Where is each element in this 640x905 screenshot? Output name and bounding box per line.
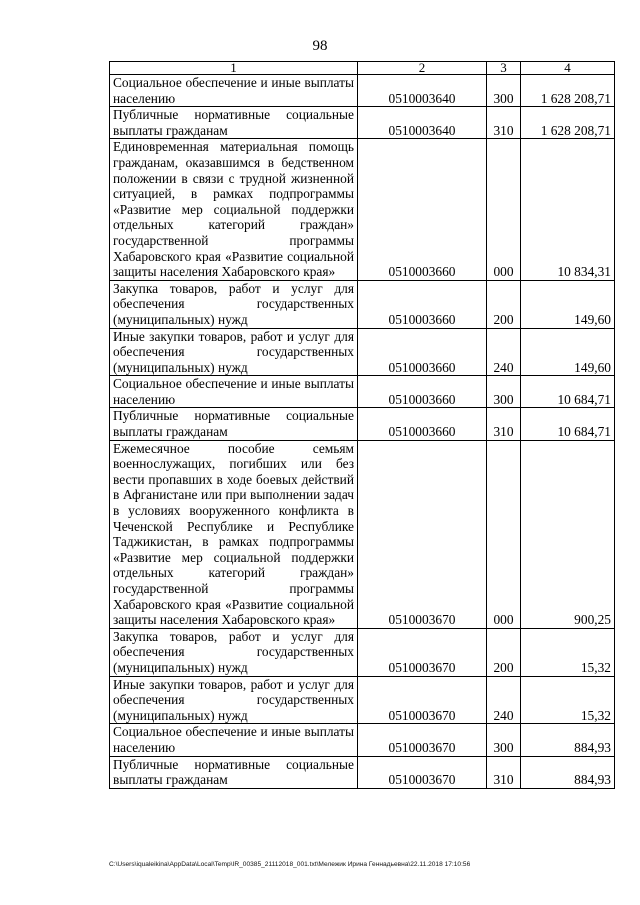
row-code: 0510003660 (358, 328, 487, 376)
row-amount: 884,93 (521, 756, 615, 788)
row-code: 0510003670 (358, 724, 487, 756)
row-name: Публичные нормативные социальные выплаты гражданам (110, 756, 358, 788)
row-name: Закупка товаров, работ и услуг для обеспечения государственных (муниципальных) нужд (110, 628, 358, 676)
row-type: 300 (487, 724, 521, 756)
row-amount: 1 628 208,71 (521, 75, 615, 107)
table-header-row (110, 62, 615, 75)
table-row (110, 756, 615, 788)
row-amount: 15,32 (521, 628, 615, 676)
row-amount: 900,25 (521, 440, 615, 628)
row-code: 0510003640 (358, 75, 487, 107)
table-row (110, 628, 615, 676)
row-code: 0510003670 (358, 440, 487, 628)
row-code: 0510003670 (358, 756, 487, 788)
row-code: 0510003660 (358, 280, 487, 328)
row-code: 0510003670 (358, 676, 487, 724)
column-header-1: 1 (110, 62, 358, 75)
row-amount: 149,60 (521, 280, 615, 328)
row-amount: 884,93 (521, 724, 615, 756)
page-number: 98 (312, 38, 328, 54)
row-type: 310 (487, 408, 521, 440)
row-type: 310 (487, 756, 521, 788)
row-type: 240 (487, 328, 521, 376)
row-name: Социальное обеспечение и иные выплаты населению (110, 75, 358, 107)
row-type: 300 (487, 75, 521, 107)
row-name: Социальное обеспечение и иные выплаты населению (110, 724, 358, 756)
row-type: 300 (487, 376, 521, 408)
row-type: 000 (487, 139, 521, 280)
table-row (110, 280, 615, 328)
row-type: 240 (487, 676, 521, 724)
row-type: 200 (487, 628, 521, 676)
row-name: Иные закупки товаров, работ и услуг для обеспечения государственных (муниципальных) нужд (110, 676, 358, 724)
column-header-4: 4 (521, 62, 615, 75)
row-name: Публичные нормативные социальные выплаты гражданам (110, 408, 358, 440)
budget-table (109, 61, 615, 789)
row-type: 200 (487, 280, 521, 328)
column-header-3: 3 (487, 62, 521, 75)
table-row (110, 676, 615, 724)
table-row (110, 724, 615, 756)
column-header-2: 2 (358, 62, 487, 75)
row-code: 0510003660 (358, 408, 487, 440)
row-name: Социальное обеспечение и иные выплаты населению (110, 376, 358, 408)
table-row (110, 408, 615, 440)
table-row (110, 139, 615, 280)
table-row (110, 328, 615, 376)
table-row (110, 75, 615, 107)
row-amount: 10 684,71 (521, 376, 615, 408)
row-name: Ежемесячное пособие семьям военнослужащих, погибших или без вести пропавших в ходе боевых действий в Афганистане или при выполнении задач в условиях вооруженного конфликта в Чеченской Республике и Республике Таджикистан, в рамках подпрограммы «Развитие мер социальной поддержки отдельных категорий граждан» государственной программы Хабаровского края «Развитие социальной защиты населения Хабаровского края» (110, 440, 358, 628)
row-amount: 15,32 (521, 676, 615, 724)
row-name: Иные закупки товаров, работ и услуг для обеспечения государственных (муниципальных) нужд (110, 328, 358, 376)
row-amount: 149,60 (521, 328, 615, 376)
table-row (110, 107, 615, 139)
row-name: Закупка товаров, работ и услуг для обеспечения государственных (муниципальных) нужд (110, 280, 358, 328)
row-code: 0510003660 (358, 376, 487, 408)
row-code: 0510003670 (358, 628, 487, 676)
row-name: Публичные нормативные социальные выплаты гражданам (110, 107, 358, 139)
row-name: Единовременная материальная помощь гражданам, оказавшимся в бедственном положении в связи с трудной жизненной ситуацией, в рамках подпрограммы «Развитие мер социальной поддержки отдельных категорий граждан» государственной программы Хабаровского края «Развитие социальной защиты населения Хабаровского края» (110, 139, 358, 280)
row-type: 310 (487, 107, 521, 139)
row-type: 000 (487, 440, 521, 628)
row-amount: 10 834,31 (521, 139, 615, 280)
table-row (110, 440, 615, 628)
table-row (110, 376, 615, 408)
row-code: 0510003660 (358, 139, 487, 280)
row-amount: 10 684,71 (521, 408, 615, 440)
file-path-footer: C:\Users\iqualeikina\AppData\Local\Temp\IR_00385_21112018_001.txt\Мележик Ирина Геннадьевна\22.11.2018 17:10:56 (109, 861, 471, 868)
row-amount: 1 628 208,71 (521, 107, 615, 139)
row-code: 0510003640 (358, 107, 487, 139)
